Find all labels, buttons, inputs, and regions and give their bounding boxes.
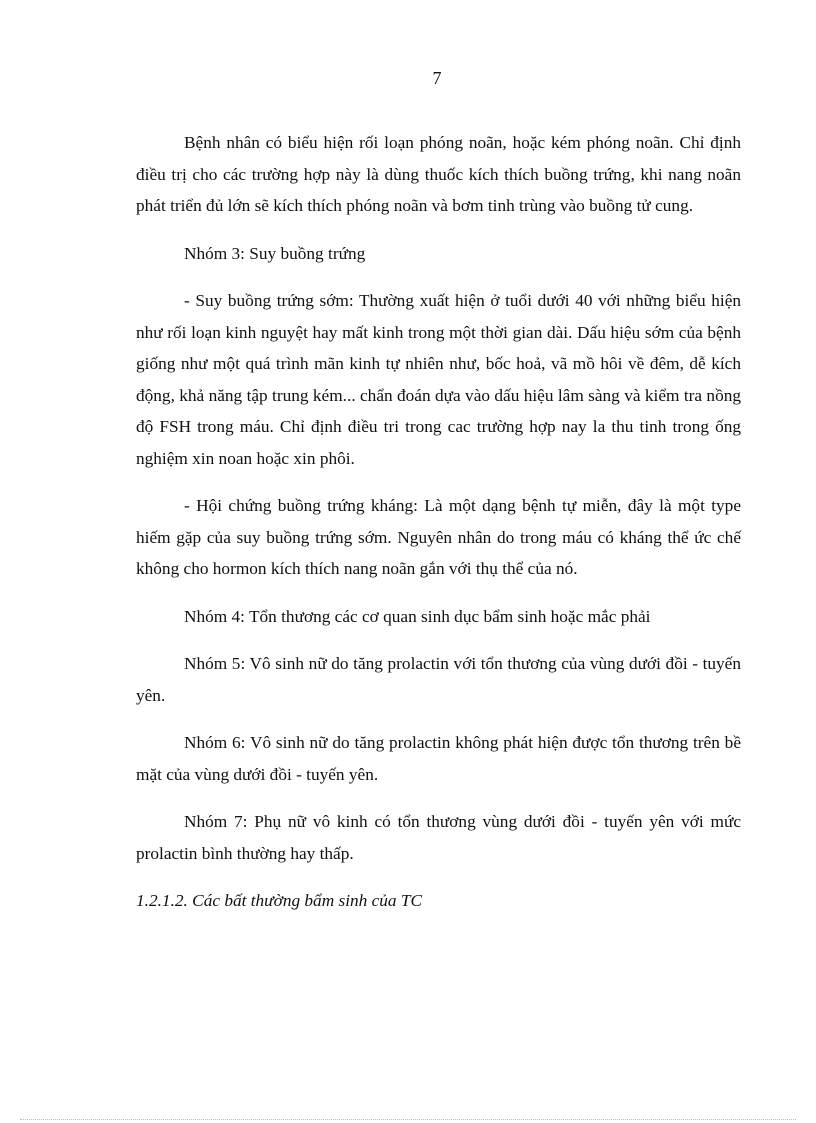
paragraph-ovulation-disorder: Bệnh nhân có biểu hiện rối loạn phóng noãn, hoặc kém phóng noãn. Chỉ định điều trị cho các trường hợp này là dùng thuốc kích thích buồng trứng, khi nang noãn phát triển đủ lớn sẽ kích thích phóng noãn và bơm tinh trùng vào buồng tử cung. (136, 133, 741, 215)
document-body (136, 127, 741, 917)
paragraph-resistant-ovary-syndrome: - Hội chứng buồng trứng kháng: Là một dạng bệnh tự miễn, đây là một type hiếm gặp của suy buồng trứng sớm. Nguyên nhân do trong máu có kháng thể ức chế không cho hormon kích thích nang noãn gắn với thụ thể của nó. (136, 496, 741, 578)
paragraph-premature-ovarian-failure: - Suy buồng trứng sớm: Thường xuất hiện ở tuổi dưới 40 với những biểu hiện như rối loạn kinh nguyệt hay mất kinh trong một thời gian dài. Dấu hiệu sớm của bệnh giống như một quá trình mãn kinh tự nhiên như, bốc hoả, vã mồ hôi về đêm, dễ kích động, khả năng tập trung kém... chẩn đoán dựa vào dấu hiệu lâm sàng và kiểm tra nồng độ FSH trong máu. Chỉ định điều tri trong cac trường hợp nay la thu tinh trong ống nghiệm xin noan hoặc xin phôi. (136, 291, 741, 468)
page-number: 7 (432, 68, 442, 88)
section-heading: 1.2.1.2. Các bất thường bẩm sinh của TC (136, 891, 423, 910)
group-4-heading: Nhóm 4: Tổn thương các cơ quan sinh dục bẩm sinh hoặc mắc phải (184, 606, 651, 626)
group-7-paragraph: Nhóm 7: Phụ nữ vô kinh có tổn thương vùng dưới đồi - tuyến yên với mức prolactin bình thường hay thấp. (136, 812, 741, 863)
group-5-paragraph: Nhóm 5: Vô sinh nữ do tăng prolactin với tổn thương của vùng dưới đồi - tuyến yên. (136, 654, 741, 705)
group-3-heading: Nhóm 3: Suy buồng trứng (184, 243, 366, 263)
group-6-paragraph: Nhóm 6: Vô sinh nữ do tăng prolactin không phát hiện được tổn thương trên bề mặt của vùng dưới đồi - tuyến yên. (136, 733, 741, 784)
page-bottom-divider (20, 1119, 796, 1120)
